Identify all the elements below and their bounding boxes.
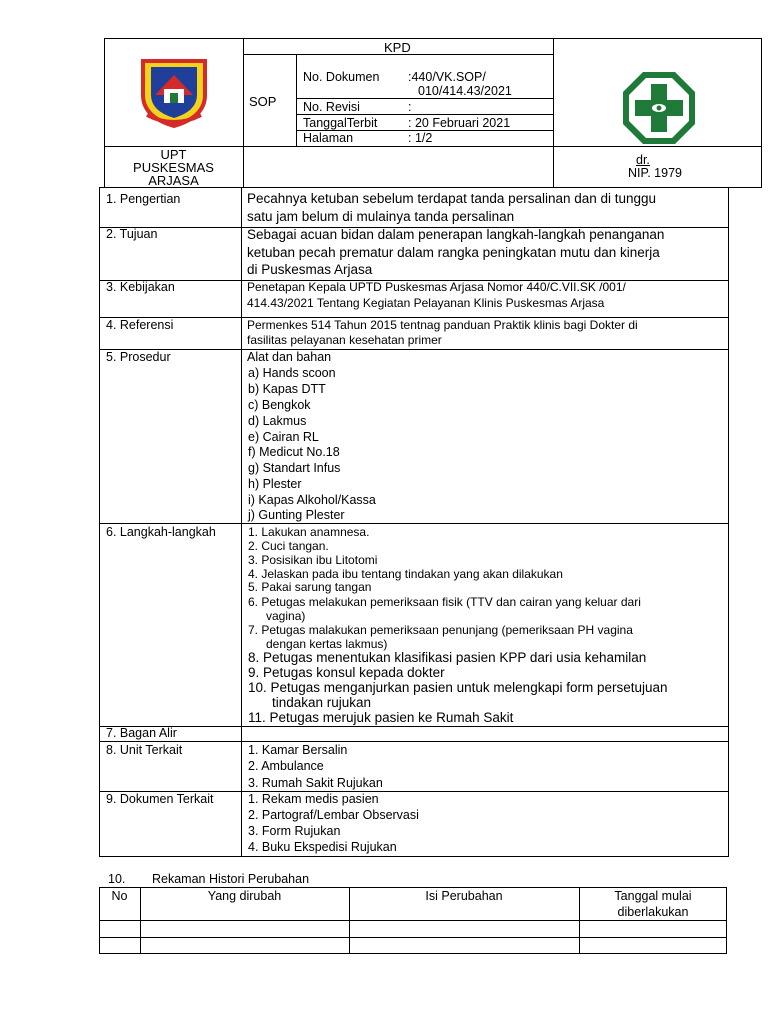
tanggal-terbit-value: : 20 Februari 2021: [408, 116, 511, 130]
history-row-divider: [99, 920, 727, 921]
header-divider: [553, 38, 554, 188]
org-name-line: PUSKESMAS: [133, 160, 214, 175]
prosedur-heading: Alat dan bahan: [247, 350, 332, 364]
langkah-item: 4. Jelaskan pada ibu tentang tindakan yang akan dilakukan: [248, 567, 563, 581]
langkah-item-cont: vagina): [266, 609, 306, 623]
org-name-line: ARJASA: [148, 173, 199, 188]
history-col-changed: Yang dirubah: [207, 889, 282, 903]
puskesmas-cross-icon: [621, 70, 697, 146]
history-col-content: Isi Perubahan: [425, 889, 503, 903]
history-col-no: No: [111, 889, 128, 903]
langkah-item: 1. Lakukan anamnesa.: [248, 525, 370, 539]
prosedur-item: g) Standart Infus: [248, 461, 341, 475]
history-title: Rekaman Histori Perubahan: [152, 872, 310, 886]
halaman-label: Halaman: [303, 131, 354, 145]
section-label-bagan-alir: 7. Bagan Alir: [106, 726, 177, 740]
langkah-item: 3. Posisikan ibu Litotomi: [248, 553, 378, 567]
no-revisi-label: No. Revisi: [303, 100, 360, 114]
tujuan-text: Sebagai acuan bidan dalam penerapan langkah-langkah penanganan: [247, 227, 665, 242]
row-divider: [99, 523, 729, 524]
org-name-line: UPT: [160, 147, 187, 162]
prosedur-item: f) Medicut No.18: [248, 445, 340, 459]
halaman-value: : 1/2: [408, 131, 433, 145]
dokumen-item: 3. Form Rujukan: [248, 824, 341, 838]
section-label-unit-terkait: 8. Unit Terkait: [106, 743, 183, 757]
history-row-divider: [99, 937, 727, 938]
prosedur-item: d) Lakmus: [248, 414, 307, 428]
kebijakan-text: 414.43/2021 Tentang Kegiatan Pelayanan Klinis Puskesmas Arjasa: [247, 296, 605, 310]
no-revisi-value: :: [408, 100, 412, 114]
langkah-item: 2. Cuci tangan.: [248, 539, 329, 553]
no-dokumen-value-cont: 010/414.43/2021: [418, 84, 512, 98]
pengertian-text: Pecahnya ketuban sebelum terdapat tanda persalinan dan di tunggu: [247, 191, 657, 206]
history-col-date: Tanggal mulai: [614, 889, 692, 903]
body-column-divider: [241, 187, 242, 857]
prosedur-item: h) Plester: [248, 477, 302, 491]
kpd-title: KPD: [384, 40, 411, 55]
section-label-tujuan: 2. Tujuan: [106, 227, 158, 241]
unit-item: 3. Rumah Sakit Rujukan: [248, 776, 383, 790]
prosedur-item: e) Cairan RL: [248, 430, 319, 444]
section-label-referensi: 4. Referensi: [106, 318, 174, 332]
signatory-nip: NIP. 1979: [628, 166, 682, 180]
referensi-text: fasilitas pelayanan kesehatan primer: [247, 333, 442, 347]
tujuan-text: di Puskesmas Arjasa: [247, 262, 373, 277]
no-dokumen-label: No. Dokumen: [303, 70, 380, 84]
langkah-item: 6. Petugas melakukan pemeriksaan fisik (TTV dan cairan yang keluar dari: [248, 595, 641, 609]
section-label-prosedur: 5. Prosedur: [106, 350, 171, 364]
header-divider: [296, 54, 297, 146]
prosedur-item: i) Kapas Alkohol/Kassa: [248, 493, 376, 507]
langkah-item: 9. Petugas konsul kepada dokter: [248, 665, 445, 680]
section-label-kebijakan: 3. Kebijakan: [106, 280, 175, 294]
langkah-item: 7. Petugas malakukan pemeriksaan penunjang (pemeriksaan PH vagina: [248, 623, 633, 637]
kebijakan-text: Penetapan Kepala UPTD Puskesmas Arjasa Nomor 440/C.VII.SK /001/: [247, 280, 626, 294]
prosedur-item: j) Gunting Plester: [248, 508, 345, 522]
row-divider: [99, 349, 729, 350]
tujuan-text: ketuban pecah prematur dalam rangka peningkatan mutu dan kinerja: [247, 245, 660, 260]
section-label-pengertian: 1. Pengertian: [106, 192, 181, 206]
unit-item: 1. Kamar Bersalin: [248, 743, 348, 757]
dokumen-item: 4. Buku Ekspedisi Rujukan: [248, 840, 397, 854]
section-label-langkah: 6. Langkah-langkah: [106, 525, 216, 539]
header-divider: [243, 38, 244, 188]
sop-label: SOP: [249, 94, 277, 109]
langkah-item: 10. Petugas menganjurkan pasien untuk melengkapi form persetujuan: [248, 680, 668, 695]
langkah-item-cont: tindakan rujukan: [272, 695, 372, 710]
no-dokumen-value: :440/VK.SOP/: [408, 70, 486, 84]
langkah-item: 5. Pakai sarung tangan: [248, 580, 372, 594]
prosedur-item: a) Hands scoon: [248, 366, 336, 380]
dokumen-item: 2. Partograf/Lembar Observasi: [248, 808, 419, 822]
regency-emblem-icon: [137, 55, 211, 129]
tanggal-terbit-label: TanggalTerbit: [303, 116, 378, 130]
history-number: 10.: [108, 872, 126, 886]
dokumen-item: 1. Rekam medis pasien: [248, 792, 379, 806]
langkah-item: 11. Petugas merujuk pasien ke Rumah Sakit: [248, 710, 514, 725]
row-divider: [99, 741, 729, 742]
langkah-item: 8. Petugas menentukan klasifikasi pasien KPP dari usia kehamilan: [248, 650, 647, 665]
referensi-text: Permenkes 514 Tahun 2015 tentnag panduan Praktik klinis bagi Dokter di: [247, 318, 638, 332]
signatory-title: dr.: [636, 153, 650, 167]
prosedur-item: c) Bengkok: [248, 398, 311, 412]
section-label-dokumen-terkait: 9. Dokumen Terkait: [106, 792, 214, 806]
unit-item: 2. Ambulance: [248, 759, 324, 773]
history-col-date-cont: diberlakukan: [617, 905, 689, 919]
langkah-item-cont: dengan kertas lakmus): [266, 637, 388, 651]
pengertian-text: satu jam belum di mulainya tanda persalinan: [247, 209, 515, 224]
prosedur-item: b) Kapas DTT: [248, 382, 326, 396]
